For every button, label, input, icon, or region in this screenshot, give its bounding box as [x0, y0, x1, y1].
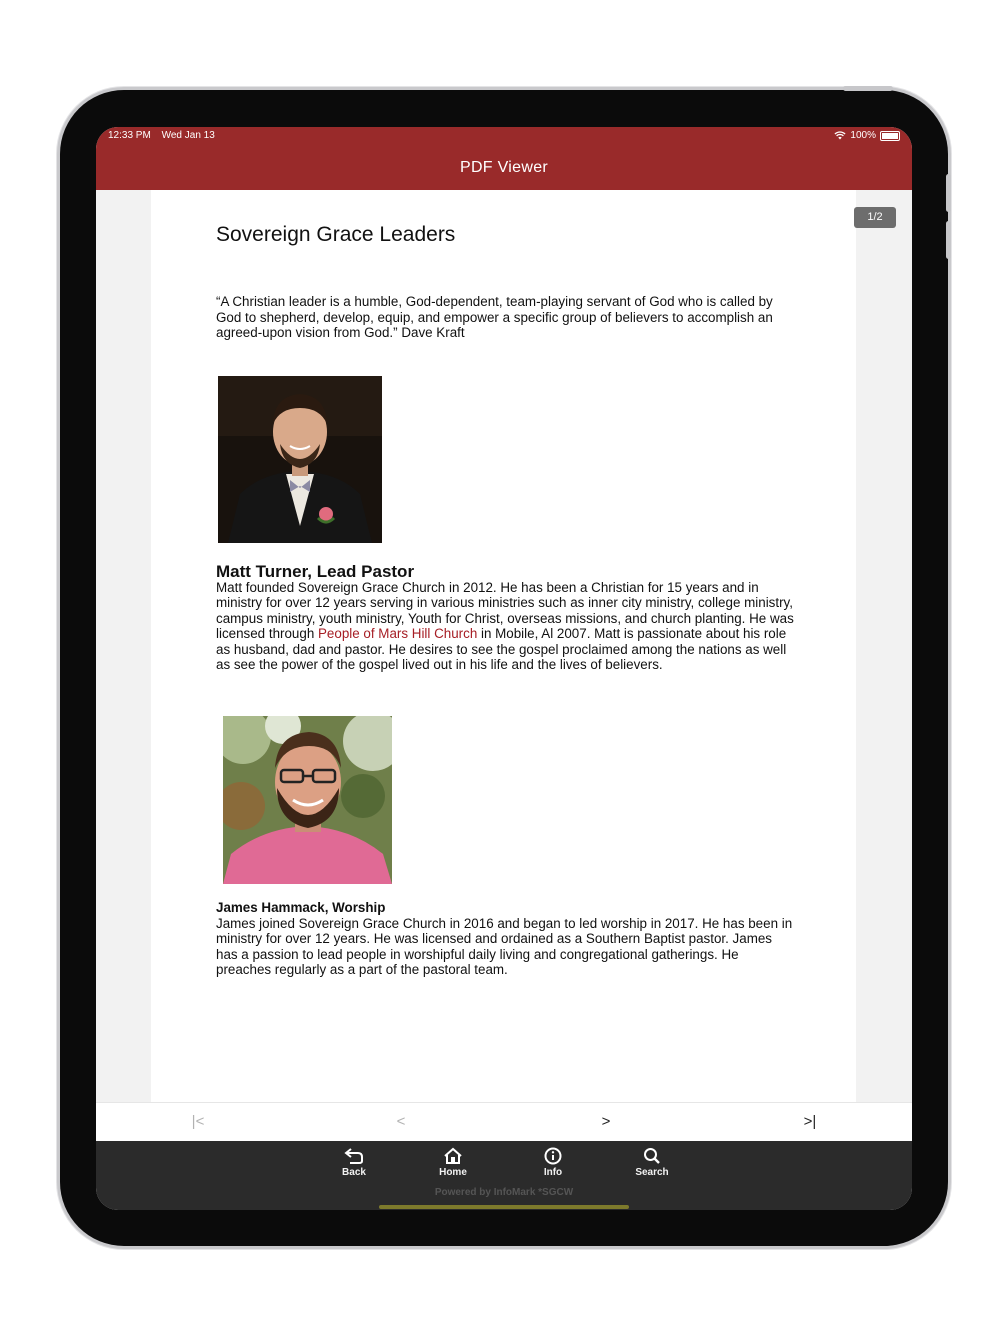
- home-icon: [443, 1147, 463, 1165]
- next-page-button[interactable]: >: [601, 1113, 611, 1130]
- page-indicator-badge: 1/2: [854, 207, 896, 228]
- leadership-quote: “A Christian leader is a humble, God-dependent, team-playing servant of God who is called by God to shepherd, develop, equip, and empower a specific group of believers to accomplish an agreed-upon vision from God.” Dave Kraft: [216, 294, 773, 341]
- status-bar-left: [108, 130, 223, 141]
- bio-text: Matt founded Sovereign Grace Church in 2012. He has been a Christian for 15 years and in ministry for over 12 years serving in various ministries such as inner city ministry, college ministry, campus ministry, youth ministry, Youth for Christ, overseas missions, and church planting. He was licensed through: [216, 580, 794, 642]
- matt-turner-photo: [218, 376, 382, 543]
- wifi-icon: [834, 131, 846, 140]
- nav-search-button[interactable]: [622, 1147, 682, 1178]
- home-indicator[interactable]: [379, 1205, 629, 1209]
- nav-label: Search: [635, 1167, 669, 1178]
- bottom-nav-bar: [96, 1141, 912, 1210]
- nav-label: Back: [342, 1167, 366, 1178]
- volume-up-button: [946, 174, 951, 212]
- pdf-pager: [96, 1102, 912, 1142]
- app-header: [96, 127, 912, 190]
- nav-label: Home: [439, 1167, 467, 1178]
- status-time: 12:33 PM: [108, 130, 151, 141]
- nav-info-button[interactable]: [523, 1147, 583, 1178]
- powered-by-text: Powered by InfoMark *SGCW: [434, 1187, 574, 1198]
- battery-percent: 100%: [850, 130, 876, 141]
- search-icon: [642, 1147, 662, 1165]
- bio-text: in Mobile, Al 2007. Matt is passionate about his role as husband, dad and pastor. He desires to see the gospel proclaimed among the nations as well as see the power of the gospel lived out in his life and the lives of believers.: [216, 626, 787, 673]
- status-bar-right: [834, 130, 900, 141]
- james-hammack-photo: [223, 716, 392, 884]
- info-icon: [543, 1147, 563, 1165]
- top-button: [843, 86, 893, 91]
- previous-page-button[interactable]: <: [396, 1113, 406, 1130]
- leader-bio: [216, 580, 796, 672]
- document-title: Sovereign Grace Leaders: [216, 223, 456, 246]
- nav-label: Info: [543, 1167, 563, 1178]
- mars-hill-link[interactable]: People of Mars Hill Church: [318, 626, 478, 642]
- pdf-page[interactable]: [151, 190, 856, 1102]
- first-page-button[interactable]: |<: [191, 1113, 205, 1130]
- last-page-button[interactable]: >|: [803, 1113, 817, 1130]
- nav-home-button[interactable]: [423, 1147, 483, 1178]
- status-date: Wed Jan 13: [161, 130, 215, 141]
- leader-bio: James joined Sovereign Grace Church in 2016 and began to led worship in 2017. He has been in ministry for over 12 years. He was licensed and ordained as a Southern Baptist pastor. James has a passion to lead people in worshipful daily living and congregational gatherings. He preaches regularly as a part of the pastoral team.: [216, 916, 793, 978]
- page-title: PDF Viewer: [459, 159, 549, 176]
- leader-name: James Hammack, Worship: [216, 900, 386, 915]
- back-arrow-icon: [344, 1147, 364, 1165]
- app-screen: [96, 127, 912, 1210]
- leader-name: Matt Turner, Lead Pastor: [216, 562, 415, 581]
- battery-icon: [880, 131, 900, 141]
- nav-back-button[interactable]: [324, 1147, 384, 1178]
- volume-down-button: [946, 221, 951, 259]
